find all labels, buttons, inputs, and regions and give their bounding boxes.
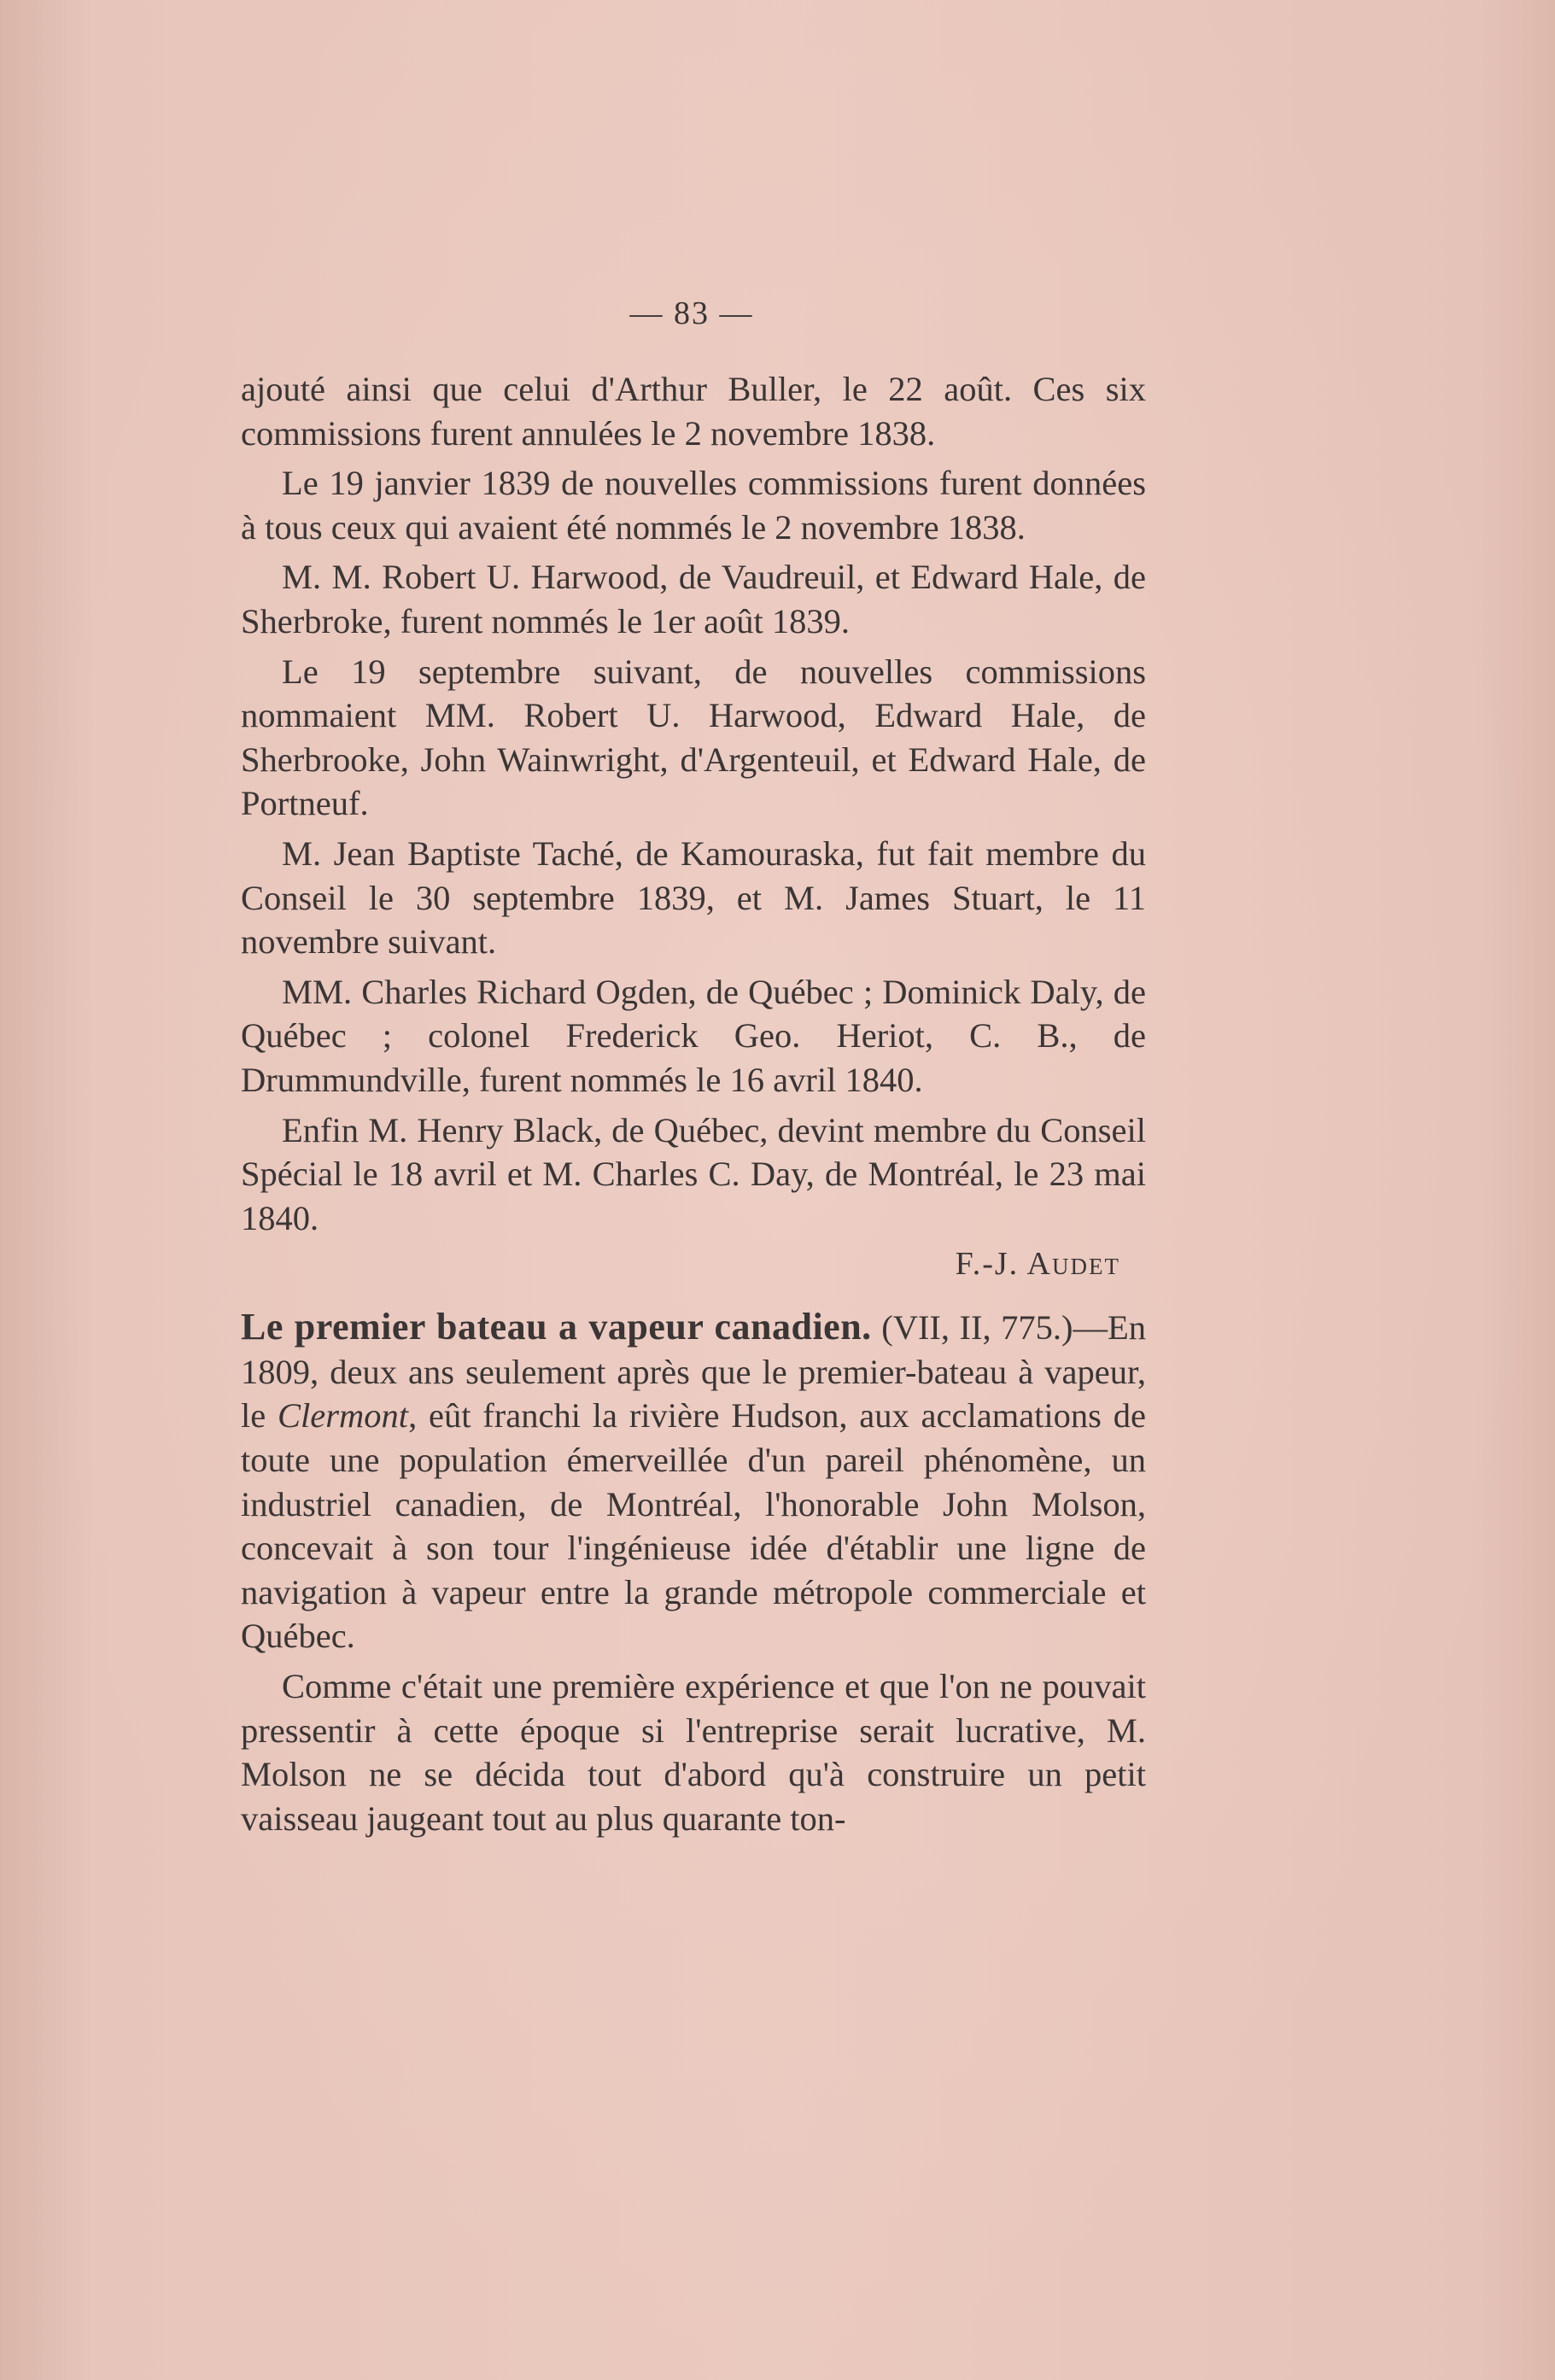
- text-body: [241, 367, 1146, 1840]
- paragraph: Le 19 septembre suivant, de nouvelles commissions nommaient MM. Robert U. Harwood, Edward Hale, de Sherbrooke, John Wainwright, d'Argenteuil, et Edward Hale, de Portneuf.: [241, 652, 1146, 823]
- article-text: —En 1809, deux ans seulement après que le premier-bateau à vapeur, le: [241, 1308, 1147, 1436]
- author-name: F.-J. Audet: [955, 1246, 1120, 1283]
- paragraph: Le 19 janvier 1839 de nouvelles commissions furent données à tous ceux qui avaient été nommés le 2 novembre 1838.: [241, 464, 1146, 547]
- paragraph: MM. Charles Richard Ogden, de Québec ; Dominick Daly, de Québec ; colonel Frederick Geo. Heriot, C. B., de Drummundville, furent nommés le 16 avril 1840.: [241, 972, 1146, 1099]
- page-number: — 83 —: [629, 295, 754, 331]
- article-text: , eût franchi la rivière Hudson, aux acclamations de toute une population émerveillée d'un pareil phénomène, un industriel canadien, de Montréal, l'honorable John Molson, concevait à son tour l'ingénieuse idée d'établir une ligne de navigation à vapeur entre la grande métropole commerciale et Québec.: [241, 1396, 1146, 1656]
- article-reference: (VII, II, 775.): [881, 1308, 1073, 1348]
- paragraph: ajouté ainsi que celui d'Arthur Buller, le 22 août. Ces six commissions furent annulées le 2 novembre 1838.: [241, 370, 1146, 453]
- article-paragraph: [241, 1305, 1146, 1658]
- author-signature: [241, 1242, 1146, 1286]
- paragraph: M. M. Robert U. Harwood, de Vaudreuil, et Edward Hale, de Sherbroke, furent nommés le 1er août 1839.: [241, 558, 1146, 640]
- ship-name: Clermont: [278, 1396, 409, 1436]
- paragraph: Comme c'était une première expérience et que l'on ne pouvait pressentir à cette époque si l'entreprise serait lucrative, M. Molson ne se décida tout d'abord qu'à construire un petit vaisseau jaugeant tout au plus quarante ton-: [241, 1667, 1146, 1838]
- paragraph: M. Jean Baptiste Taché, de Kamouraska, fut fait membre du Conseil le 30 septembre 1839, et M. James Stuart, le 11 novembre suivant.: [241, 833, 1146, 962]
- article-title: Le premier bateau a vapeur canadien.: [241, 1306, 872, 1348]
- paragraph: Enfin M. Henry Black, de Québec, devint membre du Conseil Spécial le 18 avril et M. Charles C. Day, de Montréal, le 23 mai 1840.: [241, 1110, 1146, 1237]
